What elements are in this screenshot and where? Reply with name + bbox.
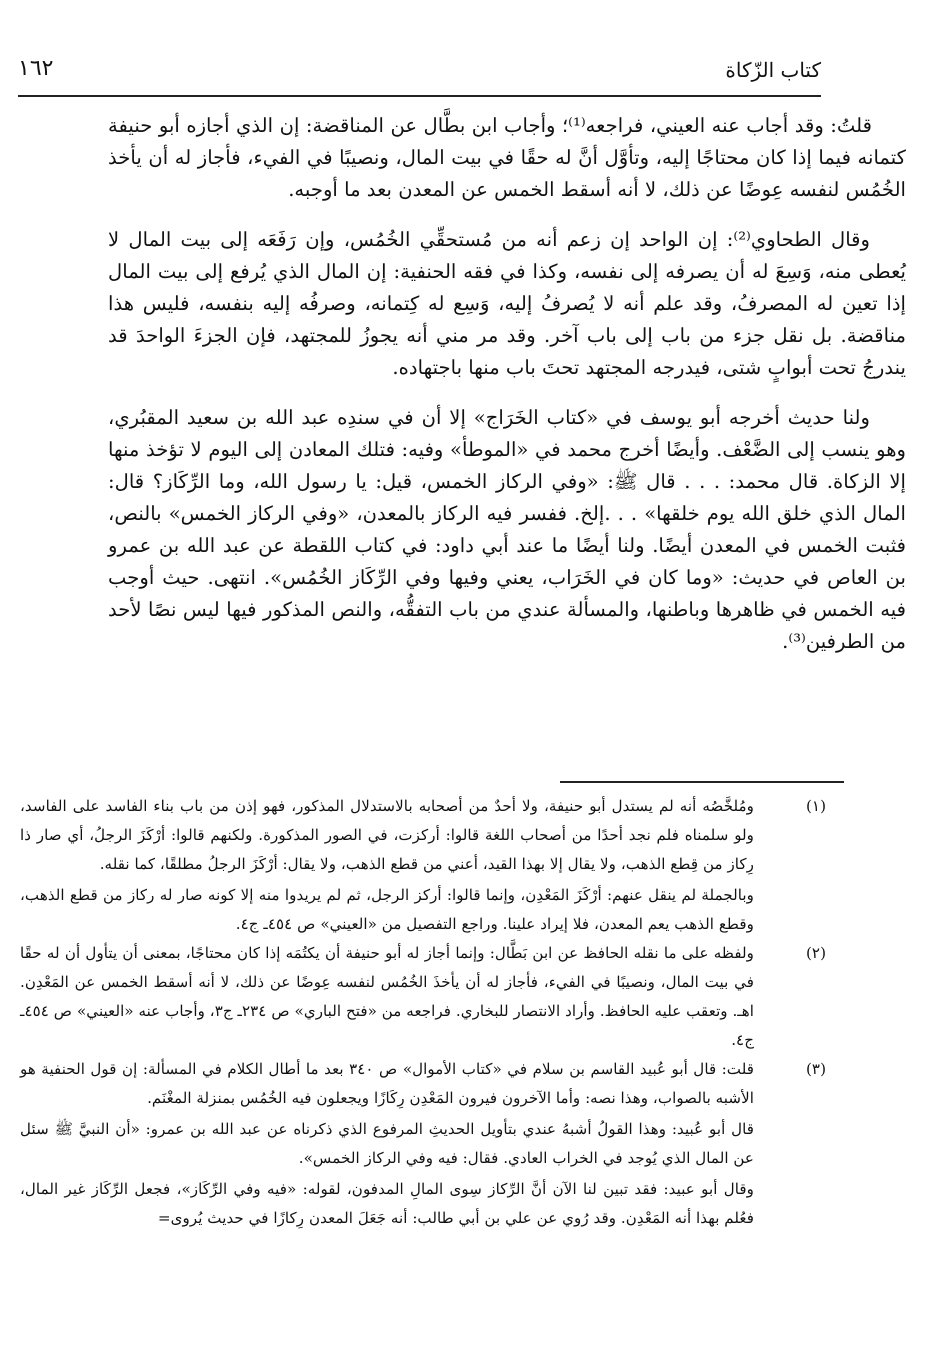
footnote-text: وقال أبو عبيد: فقد تبين لنا الآن أنَّ الرِّكاز سِوى المالِ المدفون، لقوله: «فيه وفي الرِّكَاز»، فجعل الرِّكَاز غير المال، فعُلم بهذا أنه المَعْدِن. وقد رُوي عن علي بن أبي طالب: أنه جَعَلَ المعدن رِكازًا في حديث يُروى= [20, 1180, 754, 1227]
footnote-text: قال أبو عُبيد: وهذا القولُ أشبهُ عندي بتأويل الحديثِ المرفوع الذي ذكرناه عن عبد الله بن عمرو: «أن النبيَّ ﷺ سئل عن المال الذي يُوجد في الخراب العادي. فقال: فيه وفي الركاز الخمس». [20, 1120, 754, 1167]
footnote-2 [20, 939, 826, 1055]
footnotes [20, 792, 826, 1233]
running-title: كتاب الزّكاة [725, 58, 821, 82]
footnote-text: قلت: قال أبو عُبيد القاسم بن سلام في «كتاب الأموال» ص ٣٤٠ بعد ما أطال الكلام في المسألة: إن قول الحنفية هو الأشبه بالصواب، وهذا نصه: وأما الآخرون فيرون المَعْدِن رِكَازًا ويجعلون فيه الخُمُس بمنزلة المغْنَم. [20, 1060, 754, 1107]
footnote-text: ولفظه على ما نقله الحافظ عن ابن بَطَّال: وإنما أجاز له أبو حنيفة أن يكتُمَه إذا كان محتاجًا، بمعنى أن يتأول أن له حقًا في بيت المال، ونصيبًا في الفيء، فأجاز له أن يأخذَ الخُمُس لنفسه عِوضًا عن ذلك، لا أنه أسقط الخمس عن المَعْدِن. اهـ. وتعقب عليه الحافظ. وأراد الانتصار للبخاري. فراجعه من «فتح الباري» ص ٢٣٤ـ ج٣، وأجاب عنه «العيني» ص ٤٥٤ـ ج٤. [20, 944, 754, 1049]
page-header [18, 56, 821, 98]
footnote-number: (٢) [805, 944, 826, 962]
header-rule [18, 95, 821, 97]
footnote-separator [560, 781, 844, 783]
page-number: ١٦٢ [18, 56, 54, 81]
body-paragraph: قلتُ: وقد أجاب عنه العيني، فراجعه⁽¹⁾؛ وأجاب ابن بطَّال عن المناقضة: إن الذي أجازه أبو حنيفة كتمانه فيما إذا كان محتاجًا إليه، وتأوَّل أنَّ له حقًا في بيت المال، ونصيبًا في الفيء، فأجاز له أن يأخذ الخُمُس لنفسه عِوضًا عن ذلك، لا أنه أسقط الخمس عن المعدن بعد ما أوجبه. [108, 114, 906, 201]
footnote-number: (١) [805, 797, 826, 815]
footnote-text: ومُلخَّصُه أنه لم يستدل أبو حنيفة، ولا أحدٌ من أصحابه بالاستدلال المذكور، فهو إذن من باب بناء الفاسد على الفاسد، ولو سلمناه فلم نجد أحدًا من أصحاب اللغة قالوا: أركزت، في الصور المذكورة. ولكنهم قالوا: أرْكَزَ الرجلُ، أي صار ذا رِكاز من قِطع الذهب، ولا يقال إلا بهذا القيد، أعني من قطع الذهب، ولا يقال: أرْكَزَ الرجلُ مطلقًا، كما نقله. [20, 797, 754, 873]
footnote-3 [20, 1055, 826, 1233]
main-text [108, 110, 906, 676]
footnote-text: وبالجملة لم ينقل عنهم: أرْكَزَ المَعْدِن، وإنما قالوا: أركز الرجل، ثم لم يريدوا منه إلا كونه صار له ركاز من قطع الذهب، وقطع الذهب يعم المعدن، فلا إيراد علينا. وراجع التفصيل من «العيني» ص ٤٥٤ـ ج٤. [20, 886, 754, 933]
footnote-1 [20, 792, 826, 939]
body-paragraph: وقال الطحاوي⁽²⁾: إن الواحد إن زعم أنه من مُستحقِّي الخُمُس، وإن رَفَعَه إلى بيت المال لا يُعطى منه، وَسِعَ له أن يصرفه إلى نفسه، وكذا في فقه الحنفية: إن المال الذي يُرفع إلى بيت المال إذا تعين له المصرفُ، وقد علم أنه لا يُصرفُ إليه، وَسِع له كِتمانه، وصرفُه إليه بنفسه، فليس هذا مناقضة. بل نقل جزء من باب إلى باب آخر. وقد مر مني أنه يجوزُ للمجتهد، فإن الجزءَ الواحدَ قد يندرجُ تحت أبوابٍ شتى، فيدرجه المجتهد تحتَ باب منها باجتهاده. [108, 228, 906, 379]
body-paragraph: ولنا حديث أخرجه أبو يوسف في «كتاب الخَرَاج» إلا أن في سندِه عبد الله بن سعيد المقبُري، وهو ينسب إلى الضَّعْف. وأيضًا أخرج محمد في «الموطأ» وفيه: فتلك المعادن إلى اليوم لا تؤخذ منها إلا الزكاة. قال محمد: . . . قال ﷺ: «وفي الركاز الخمس، قيل: يا رسول الله، وما الرِّكَاز؟ قال: المال الذي خلق الله يوم خلقها» . . .إلخ. ففسر فيه الركاز بالمعدن، «وفي الركاز الخمس» بالنص، فثبت الخمس في المعدن أيضًا. ولنا أيضًا ما عند أبي داود: في كتاب اللقطة عن عبد الله بن عمرو بن العاص في حديث: «وما كان في الخَرَاب، يعني وفيها وفي الرِّكَاز الخُمُس». انتهى. حيث أوجب فيه الخمس في ظاهرها وباطنها، والمسألة عندي من باب التفقُّه، والنص المذكور فيها ليس نصًا لأحد من الطرفين⁽³⁾. [108, 406, 906, 653]
footnote-number: (٣) [805, 1060, 826, 1078]
